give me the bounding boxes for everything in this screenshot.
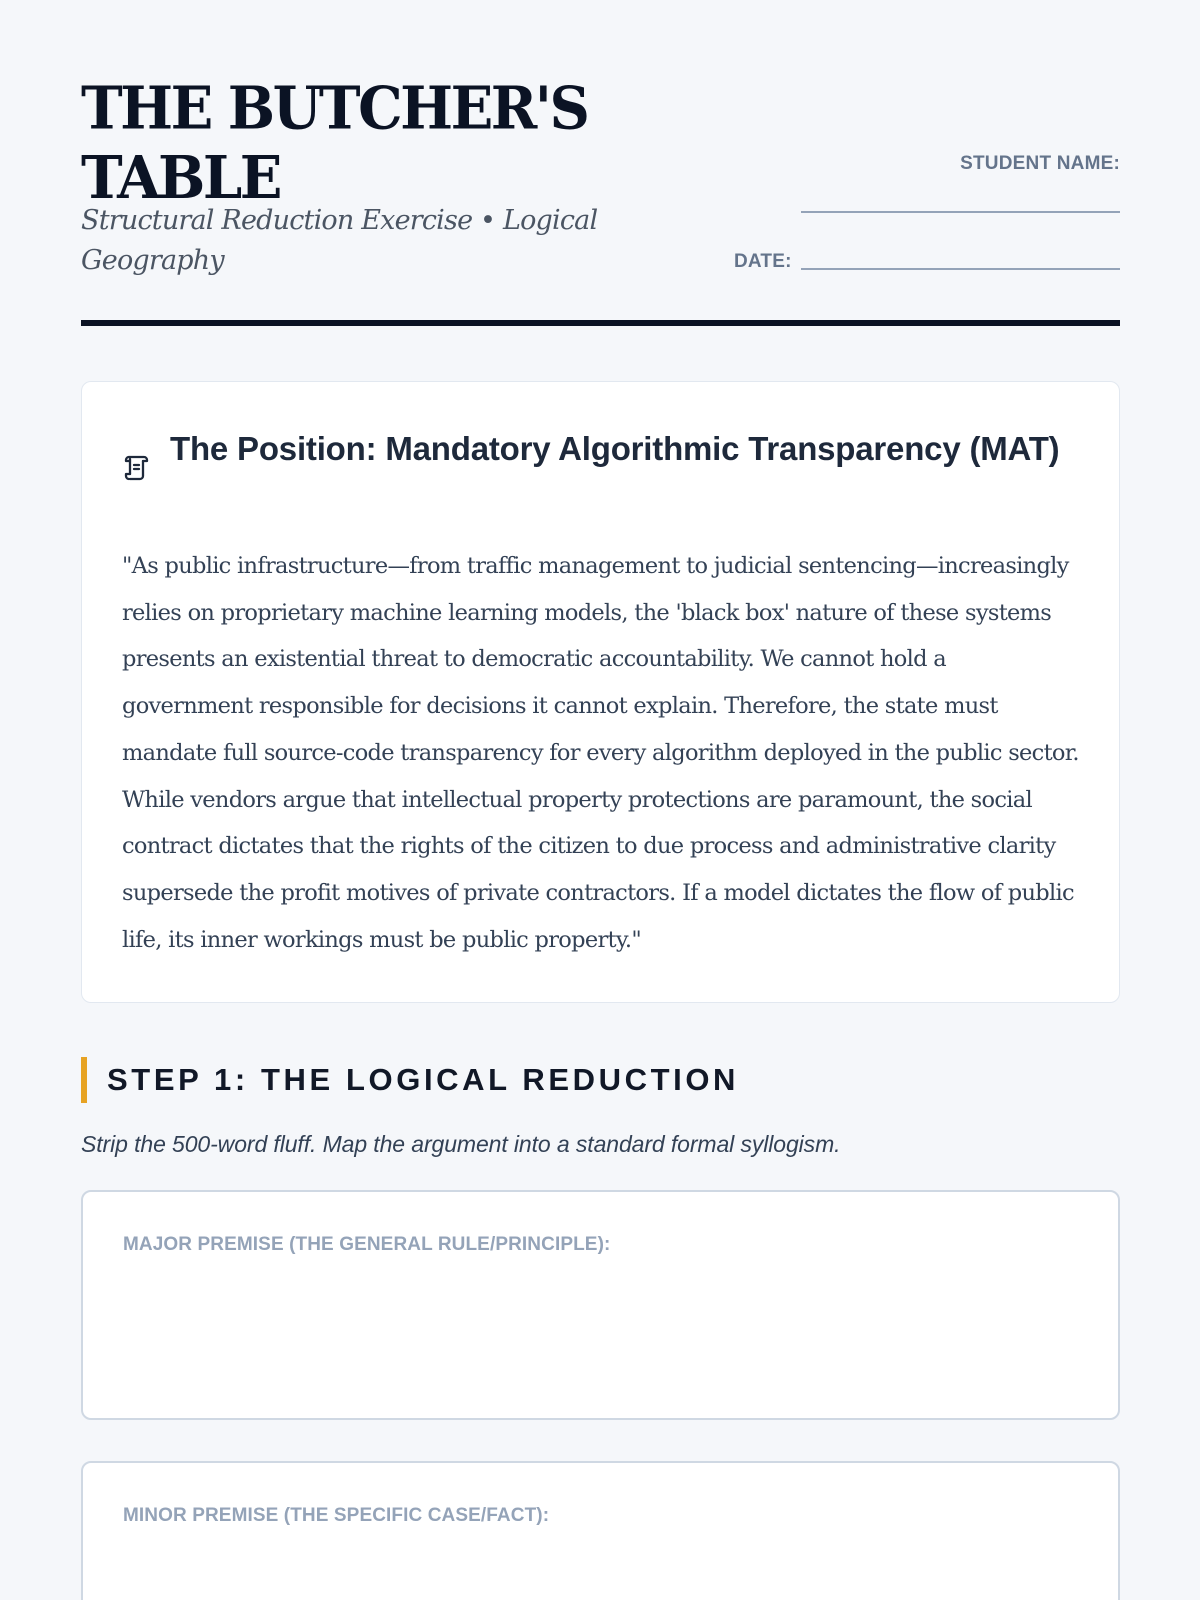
- major-premise-label: MAJOR PREMISE (THE GENERAL RULE/PRINCIPLE):: [123, 1234, 611, 1255]
- student-name-label: STUDENT NAME:: [960, 153, 1120, 174]
- worksheet-page: [81, 0, 1120, 1600]
- position-card: [81, 381, 1120, 1003]
- worksheet-header: [81, 70, 1120, 324]
- step1-title: STEP 1: THE LOGICAL REDUCTION: [107, 1062, 740, 1097]
- minor-premise-box[interactable]: [81, 1461, 1120, 1600]
- date-line[interactable]: [801, 268, 1120, 270]
- major-premise-box[interactable]: [81, 1190, 1120, 1420]
- minor-premise-label: MINOR PREMISE (THE SPECIFIC CASE/FACT):: [123, 1505, 550, 1526]
- student-name-line[interactable]: [801, 211, 1120, 213]
- position-body: "As public infrastructure—from traffic management to judicial sentencing—increasingly relies on proprietary machine learning models, the 'black box' nature of these systems presents an existential threat to democratic accountability. We cannot hold a government responsible for decisions it cannot explain. Therefore, the state must mandate full source-code transparency for every algorithm deployed in the public sector. While vendors argue that intellectual property protections are paramount, the social contract dictates that the rights of the citizen to due process and administrative clarity supersede the profit motives of private contractors. If a model dictates the flow of public life, its inner workings must be public property.": [122, 553, 1079, 953]
- worksheet-title: THE BUTCHER'S TABLE: [81, 74, 588, 213]
- header-divider: [81, 320, 1120, 326]
- worksheet-subtitle: Structural Reduction Exercise • Logical Geography: [81, 205, 598, 276]
- date-label: DATE:: [734, 251, 792, 272]
- position-title: The Position: Mandatory Algorithmic Transparency (MAT): [170, 430, 1060, 467]
- step1-accent-bar: [81, 1057, 87, 1103]
- scroll-icon: [122, 453, 152, 483]
- minor-premise-input[interactable]: [123, 1543, 1078, 1600]
- step1-instruction: Strip the 500-word fluff. Map the argument into a standard formal syllogism.: [81, 1131, 841, 1157]
- major-premise-input[interactable]: [123, 1272, 1078, 1392]
